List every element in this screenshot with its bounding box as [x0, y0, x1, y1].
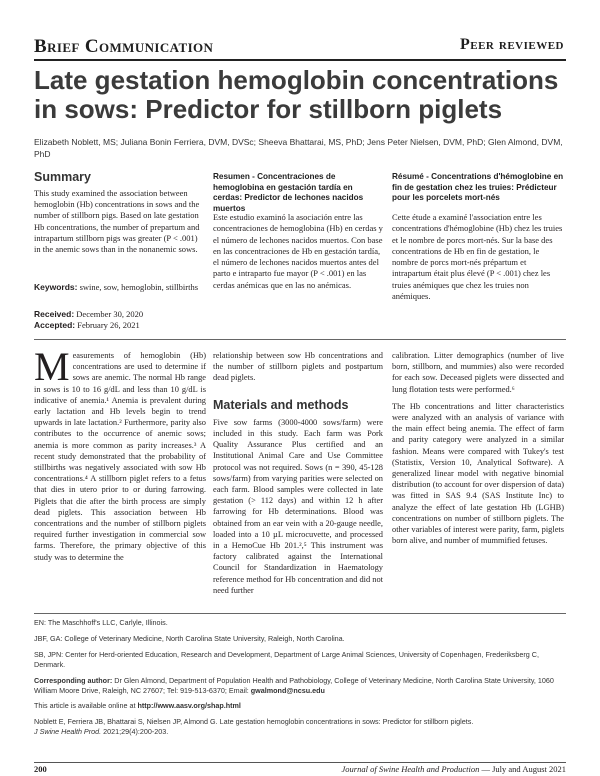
- affiliation-sb-jpn: SB, JPN: Center for Herd-oriented Education, Research and Development, Department of Large Animal Sciences, University of Copenhagen, Frederiksberg C, Denmark.: [34, 650, 539, 669]
- author-list: Elizabeth Noblett, MS; Juliana Bonin Ferriera, DVM, DVSc; Sheeva Bhattarai, MS, PhD; Jens Peter Nielsen, DVM, PhD; Glen Almond, DVM, PhD: [34, 137, 563, 159]
- journal-issue: — July and August 2021: [479, 764, 566, 774]
- keywords: [34, 282, 206, 293]
- keywords-label: Keywords:: [34, 282, 78, 292]
- resumen-text: Este estudio examinó la asociación entre las concentraciones de hemoglobina (Hb) en cerdas y el número de lechones nacidos muertos. Con base en las concentraciones de Hb en gestación tardía, el número de lechones nacidos muertos antes del parto e intraparto fue mayor (P < .001) en las cerdas anémicas que en las no anémicas.: [213, 212, 383, 290]
- summary-text: This study examined the association between hemoglobin (Hb) concentrations in sows and the number of stillborn pigs. Based on late gestation Hb concentrations, the number of prepartum and intrapartum stillborn pigs was greater (P < .001) in the anemic sows than in the nonanemic sows.: [34, 188, 200, 255]
- affiliation-jbf-ga: JBF, GA: College of Veterinary Medicine, North Carolina State University, Raleigh, North Carolina.: [34, 634, 345, 643]
- corresponding-author-text: Dr Glen Almond, Department of Population Health and Pathobiology, College of Veterinary Medicine, North Carolina State University, 1060 William Moore Drive, Raleigh, NC 27607; Tel: 919-513-6370; Email:: [34, 676, 554, 695]
- journal-footer: [342, 764, 566, 774]
- online-availability: [34, 701, 564, 711]
- journal-name: Journal of Swine Health and Production: [341, 764, 480, 774]
- online-url-link[interactable]: http://www.aasv.org/shap.html: [137, 701, 241, 710]
- received-date: December 30, 2020: [74, 309, 144, 319]
- body-column-2: [213, 350, 383, 596]
- citation: [34, 717, 564, 737]
- accepted-date: February 26, 2021: [75, 320, 140, 331]
- corresponding-author-label: Corresponding author:: [34, 676, 113, 685]
- drop-cap: M: [34, 344, 70, 389]
- intro-paragraph: easurements of hemoglobin (Hb) concentrations are used to determine if sows are anemic. The normal Hb range in sows is 10 to 16 g/dL and less than 10 g/dL is indicative of anemia.¹ Anemia is prevalent during early lactation and Hb levels begin to trend upwards in late lactation.² Furthermore, parity also contributes to the occurrence of anemic sows; anemia is more common as parity increases.³ A recent study demonstrated that the probability of stillbirths was negatively associated with sow Hb concentrations.⁴ A stillborn piglet refers to a fetus that dies in utero prior to or during farrowing. Piglets that die after the birth process are simply dead piglets. This association between Hb concentrations and the number of stillborn piglets required further investigation in commercial sow farms. Therefore, the primary objective of this study was to determine the: [34, 351, 206, 562]
- corresponding-author: [34, 676, 564, 696]
- resume-heading: Résumé - Concentrations d'hémoglobine en fin de gestation chez les truies: Prédicteur pour les porcelets mort-nés: [392, 172, 564, 202]
- footer-rule: [34, 762, 566, 763]
- citation-text: Noblett E, Ferriera JB, Bhattarai S, Nielsen JP, Almond G. Late gestation hemoglobin concentrations in sows: Predictor for stillborn piglets.: [34, 717, 474, 726]
- citation-journal: J Swine Health Prod.: [34, 727, 102, 736]
- methods-paragraph-2: The Hb concentrations and litter characteristics were analyzed with an analysis of variance with the main effect being anemia. The effect of farm and parity category were analyzed in a similar fashion. Means were compared with Tukey's test (Statistix, Version 10, Analytical Software). A generalized linear model with negative binomial distribution (to account for over dispersion of data) was fitted in SAS 9.4 (SAS Institute Inc) to analyze the effect of late gestation Hb (LGHB) concentrations on number of stillborn piglets. The other variables of interest were parity, farm, piglets born alive, and number of mummified fetuses.: [392, 401, 564, 546]
- header-rule: [34, 59, 566, 61]
- resumen-heading: Resumen - Concentraciones de hemoglobina en gestación tardía en cerdas: Predictor de lechones nacidos muertos: [213, 172, 364, 213]
- methods-paragraph-1: Five sow farms (3000-4000 sows/farm) were included in this study. Each farm was Pork Quality Assurance Plus certified and an Institutional Animal Care and Use Committee protocol was not required. Sows (n = 390, 45-128 sows/farm) from varying parities were selected on each farm. Blood samples were collected in late gestation (> 112 days) and within 12 h after farrowing for Hb determinations. Blood was obtained from an ear vein with a 20-gauge needle, loaded into a 10 µL microcuvette, and processed in a HemoCue Hb 201.²,⁵ This instrument was factory calibrated against the International Council for Standardization in Haematology reference method for Hb concentration and did not need further: [213, 417, 383, 595]
- article-title: Late gestation hemoglobin concentrations in sows: Predictor for stillborn piglets: [34, 65, 559, 124]
- intro-continued: relationship between sow Hb concentrations and the number of stillborn piglets and postpartum dead piglets.: [213, 351, 383, 383]
- section-divider: [34, 339, 566, 340]
- received-label: Received:: [34, 309, 75, 319]
- resume-text: Cette étude a examiné l'association entre les concentrations d'hémoglobine (Hb) chez les truies et le nombre de porcs mort-nés. Sur la base des concentrations de Hb en fin de gestation, le nombre de porcs mort-nés prépartum et intrapartum était plus élevé (P < .001) chez les truies anémiques que chez les truies non anémiques.: [392, 212, 563, 302]
- online-text: This article is available online at: [34, 701, 138, 710]
- article-dates: [34, 309, 206, 331]
- affiliation-en: EN: The Maschhoff's LLC, Carlyle, Illinois.: [34, 618, 168, 627]
- email-link[interactable]: gwalmond@ncsu.edu: [250, 686, 325, 695]
- keywords-value: swine, sow, hemoglobin, stillbirths: [77, 282, 199, 292]
- methods-heading: Materials and methods: [213, 397, 349, 412]
- methods-paragraph-1-continued: calibration. Litter demographics (number of live born, stillborn, and mummies) also were recorded for each sow. Deceased piglets were dissected and lung flotation tests were performed.⁶: [392, 351, 564, 394]
- peer-reviewed-label: Peer reviewed: [459, 36, 564, 53]
- footnote-rule: [34, 613, 566, 614]
- body-column-3: [392, 350, 564, 546]
- body-column-1: [34, 344, 206, 563]
- section-label: Brief Communication: [34, 36, 214, 57]
- summary-heading: Summary: [34, 170, 91, 184]
- citation-volume: 2021;29(4):200-203.: [101, 727, 169, 736]
- accepted-label: Accepted:: [34, 320, 76, 331]
- page-number: 200: [34, 764, 47, 774]
